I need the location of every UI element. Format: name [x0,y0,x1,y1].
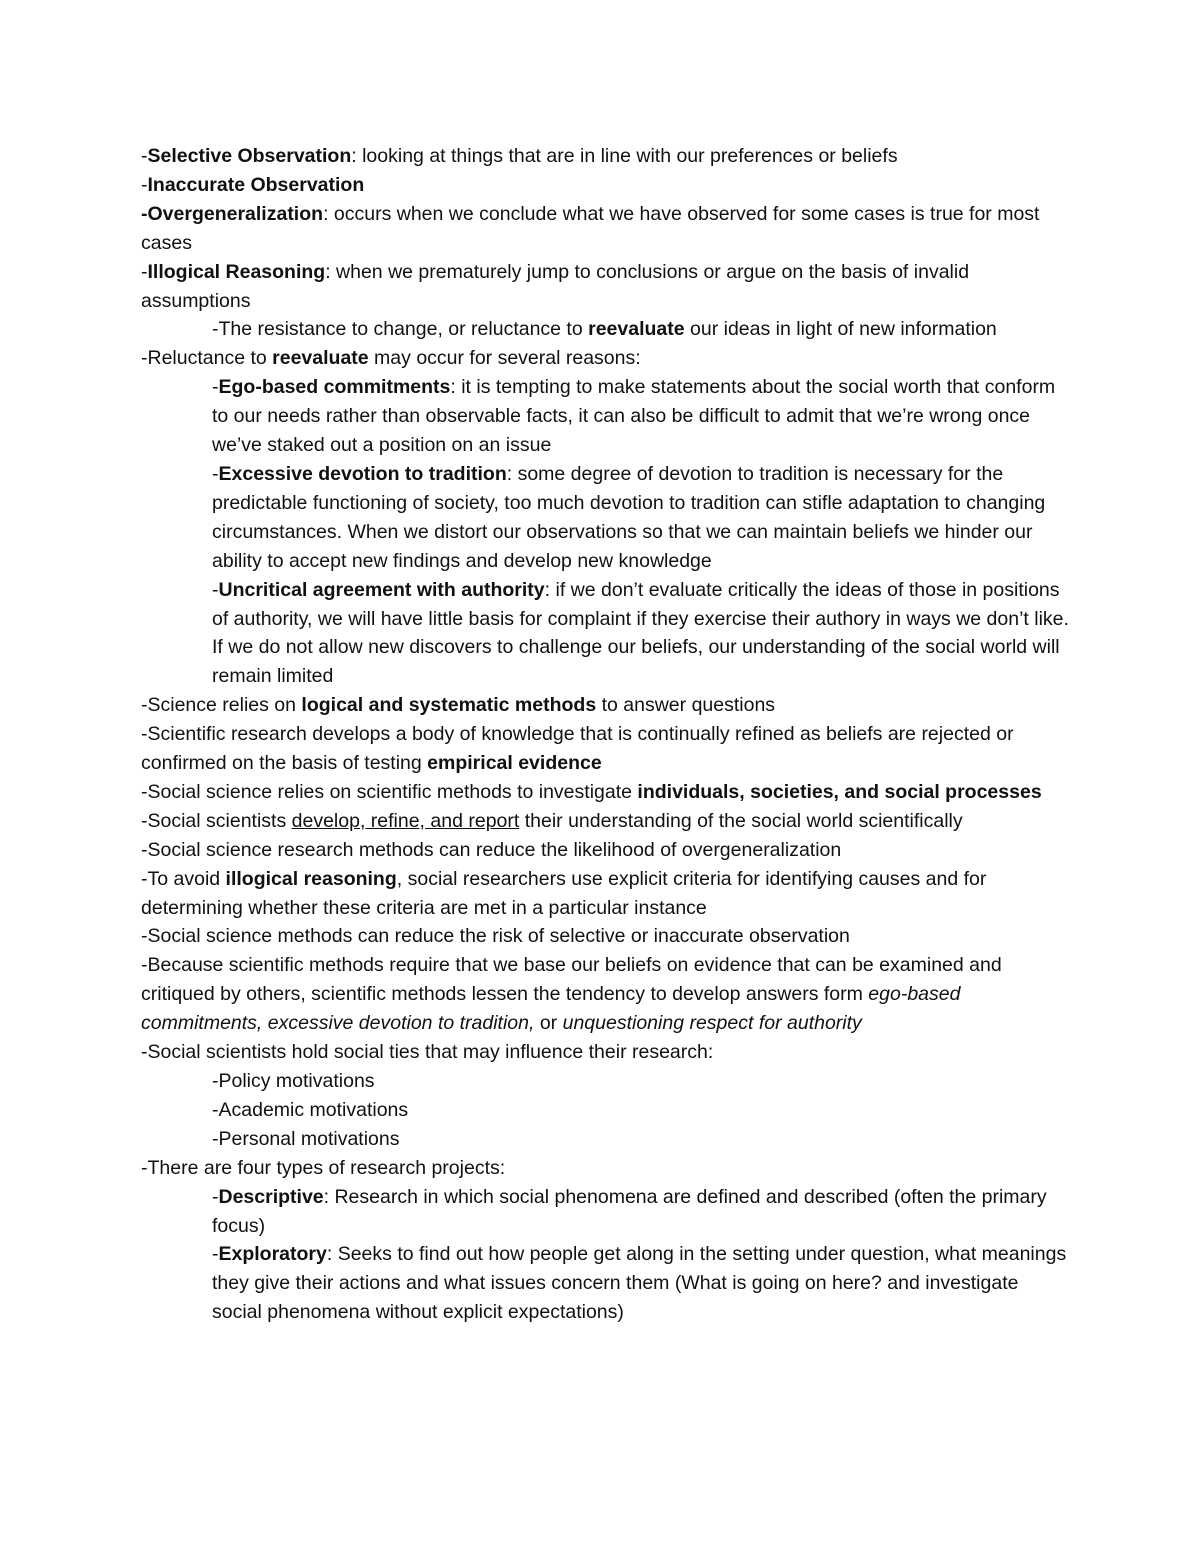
note-text: -Scientific research develops a body of knowledge that is continually refined as beliefs are rejected or confirmed on the basis of testing [141,723,1014,775]
note-item [141,200,1071,258]
note-text: - [212,376,219,399]
note-item [141,836,1071,865]
note-text: , social researchers use explicit criteria for identifying causes and for determining whether these criteria are met in a particular instance [141,867,987,919]
note-item [141,142,1071,171]
bold-term: Selective Observation [147,145,352,167]
document-page [141,142,1071,1327]
note-item [141,258,1071,316]
note-item [141,1038,1071,1067]
note-item [141,691,1071,720]
note-subitem [141,1067,1071,1096]
note-item [141,778,1071,807]
note-subitem [141,1240,1071,1327]
bold-term: Ego-based commitments [218,376,451,399]
note-text: their understanding of the social world scientifically [519,809,963,832]
note-item [141,720,1071,778]
note-text: -There are four types of research projects: [141,1156,506,1179]
note-subitem [141,1125,1071,1154]
note-text: : it is tempting to make statements about the social worth that conform to our needs rather than observable facts, it can also be difficult to admit that we’re wrong once we’ve staked out a position on an issue [212,376,1056,457]
note-text: - [212,1243,219,1266]
note-text: -Social scientists hold social ties that may influence their research: [141,1041,714,1064]
note-text: -Academic motivations [212,1098,409,1121]
bold-term: reevaluate [272,347,369,370]
note-text: -Personal motivations [212,1127,400,1150]
underlined-text: develop, refine, and report [291,809,520,832]
note-item [141,865,1071,923]
note-item [141,344,1071,373]
bold-term: Exploratory [218,1243,327,1266]
note-text: or [534,1012,563,1035]
bold-term: Excessive devotion to tradition [218,462,507,485]
italic-text: ego-based commitments, excessive devotion to tradition, [141,983,961,1035]
italic-text: unquestioning respect for authority [562,1012,862,1035]
note-text: : Research in which social phenomena are defined and described (often the primary focus) [212,1185,1047,1237]
note-text: - [141,145,148,167]
bold-term: -Overgeneralization [141,202,324,225]
note-subitem [141,460,1071,576]
note-subitem [141,315,1071,344]
note-item [141,171,1071,200]
note-text: -Science relies on [141,694,302,717]
bold-term: reevaluate [588,318,685,341]
bold-term: Descriptive [218,1185,324,1208]
note-text: may occur for several reasons: [368,347,641,370]
note-text: - [141,173,148,196]
note-item [141,951,1071,1038]
bold-term: individuals, societies, and social processes [637,780,1042,803]
note-text: -Social science methods can reduce the risk of selective or inaccurate observation [141,925,850,948]
note-item [141,922,1071,951]
note-subitem [141,1096,1071,1125]
note-subitem [141,1183,1071,1241]
bold-term: logical and systematic methods [301,694,597,717]
note-text: -Social science research methods can reduce the likelihood of overgeneralization [141,838,842,861]
note-text: - [212,1185,219,1208]
note-text: : if we don’t evaluate critically the ideas of those in positions of authority, we will have little basis for complaint if they exercise their authory in ways we don’t like. If we do not allow new discovers to challenge our beliefs, our understanding of the social world will remain limited [212,578,1069,688]
bold-term: illogical reasoning [225,867,397,890]
bold-term: Inaccurate Observation [147,173,365,196]
note-text: -Reluctance to [141,347,273,370]
note-text: : some degree of devotion to tradition is necessary for the predictable functioning of society, too much devotion to tradition can stifle adaptation to changing circumstances. When we distort our observations so that we can maintain beliefs we hinder our ability to accept new findings and develop new knowledge [212,462,1046,572]
note-text: : looking at things that are in line with our preferences or beliefs [351,145,898,167]
note-text: to answer questions [596,694,776,717]
note-text: -To avoid [141,867,226,890]
bold-term: empirical evidence [427,752,602,775]
note-text: -The resistance to change, or reluctance to [212,318,589,341]
note-item [141,807,1071,836]
note-text: : when we prematurely jump to conclusions or argue on the basis of invalid assumptions [141,260,970,312]
bold-term: Illogical Reasoning [147,260,326,283]
note-text: -Social scientists [141,809,292,832]
note-text: : Seeks to find out how people get along in the setting under question, what meanings they give their actions and what issues concern them (What is going on here? and investigate social phenomena without explicit expectations) [212,1243,1067,1324]
note-subitem [141,576,1071,692]
notes-body [141,142,1071,1327]
note-text: -Social science relies on scientific methods to investigate [141,780,638,803]
note-text: our ideas in light of new information [684,318,997,341]
note-text: - [212,462,219,485]
note-text: : occurs when we conclude what we have observed for some cases is true for most cases [141,202,1040,254]
note-item [141,1154,1071,1183]
note-text: - [212,578,219,601]
note-text: -Because scientific methods require that we base our beliefs on evidence that can be examined and critiqued by others, scientific methods lessen the tendency to develop answers form [141,954,1002,1006]
note-text: -Policy motivations [212,1070,375,1092]
note-text: - [141,260,148,283]
note-subitem [141,373,1071,460]
bold-term: Uncritical agreement with authority [218,578,545,601]
